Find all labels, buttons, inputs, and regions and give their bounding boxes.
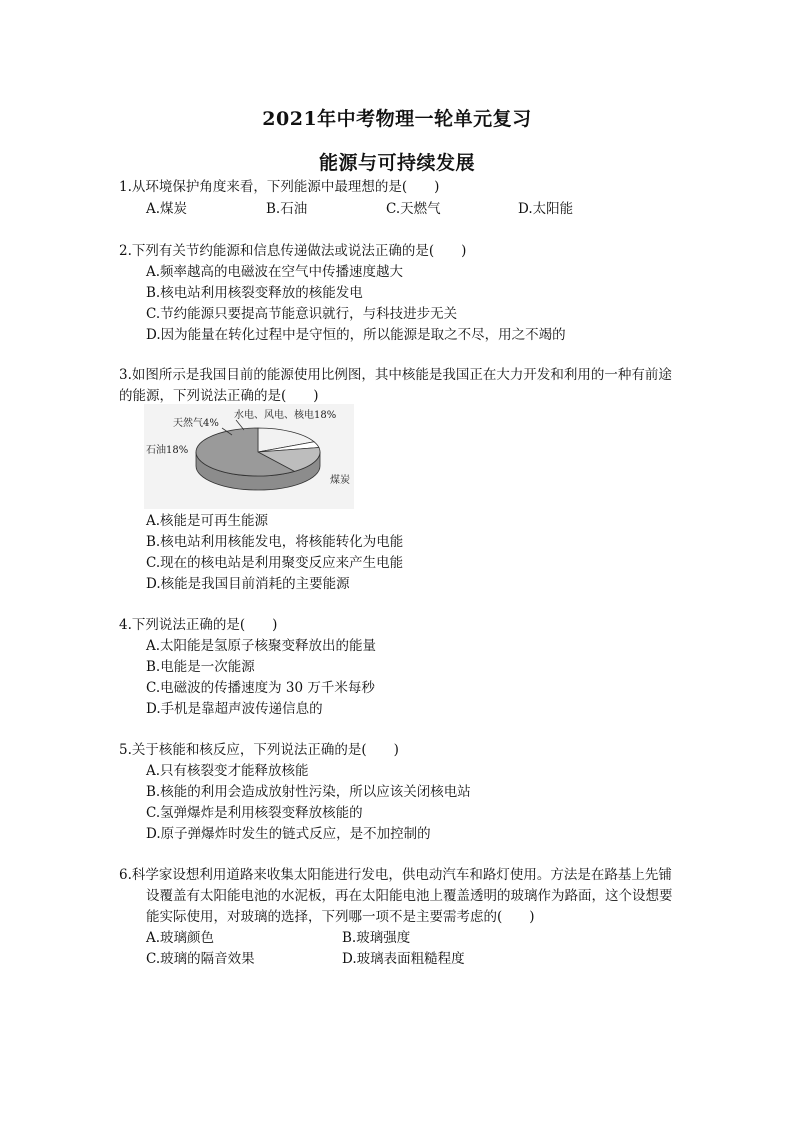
question-3-stem-line-1: 3.如图所示是我国目前的能源使用比例图，其中核能是我国正在大力开发和利用的一种有前途: [119, 367, 672, 383]
question-5-option-d: D.原子弹爆炸时发生的链式反应，是不加控制的: [146, 826, 431, 842]
question-2-stem: 2.下列有关节约能源和信息传递做法或说法正确的是( ): [119, 243, 467, 259]
question-2-option-d: D.因为能量在转化过程中是守恒的，所以能源是取之不尽，用之不竭的: [146, 327, 566, 343]
question-4-stem: 4.下列说法正确的是( ): [119, 617, 278, 633]
question-3-option-a: A.核能是可再生能源: [146, 513, 269, 529]
question-5-option-b: B.核能的利用会造成放射性污染，所以应该关闭核电站: [146, 784, 471, 800]
question-6-stem-line-3: 能实际使用，对玻璃的选择，下列哪一项不是主要需考虑的( ): [146, 909, 535, 925]
question-5-option-c: C.氢弹爆炸是利用核裂变释放核能的: [146, 805, 363, 821]
question-4-option-c: C.电磁波的传播速度为 30 万千米每秒: [146, 680, 375, 696]
question-6-option-c: C.玻璃的隔音效果: [146, 951, 255, 967]
question-1-option-a: A.煤炭: [146, 201, 188, 217]
question-3-option-c: C.现在的核电站是利用聚变反应来产生电能: [146, 555, 404, 571]
question-1-option-c: C.天燃气: [386, 201, 441, 217]
label-natural-gas: 天然气4%: [173, 418, 219, 429]
pie-slices-group: [196, 428, 320, 476]
question-4-option-a: A.太阳能是氢原子核聚变释放出的能量: [146, 638, 377, 654]
question-5-stem: 5.关于核能和核反应，下列说法正确的是( ): [119, 742, 399, 758]
question-6-option-b: B.玻璃强度: [342, 930, 411, 946]
question-6-stem-line-1: 6.科学家设想利用道路来收集太阳能进行发电，供电动汽车和路灯使用。方法是在路基上先铺: [119, 867, 672, 883]
question-4-option-d: D.手机是靠超声波传递信息的: [146, 701, 323, 717]
energy-pie-chart: [144, 404, 354, 509]
question-3-stem-line-2: 的能源，下列说法正确的是( ): [119, 388, 319, 404]
question-1-option-d: D.太阳能: [518, 201, 574, 217]
question-6-stem-line-2: 设覆盖有太阳能电池的水泥板，再在太阳能电池上覆盖透明的玻璃作为路面，这个设想要: [146, 888, 673, 904]
question-6-option-d: D.玻璃表面粗糙程度: [342, 951, 465, 967]
question-3-option-d: D.核能是我国目前消耗的主要能源: [146, 576, 350, 592]
question-5-option-a: A.只有核裂变才能释放核能: [146, 763, 309, 779]
label-oil: 石油18%: [146, 445, 189, 456]
question-2-option-c: C.节约能源只要提高节能意识就行，与科技进步无关: [146, 306, 458, 322]
question-4-option-b: B.电能是一次能源: [146, 659, 255, 675]
question-2-option-b: B.核电站利用核裂变释放的核能发电: [146, 285, 363, 301]
question-1-option-b: B.石油: [266, 201, 308, 217]
document-title: 2021年中考物理一轮单元复习: [262, 108, 532, 130]
question-3-option-b: B.核电站利用核能发电，将核能转化为电能: [146, 534, 404, 550]
label-coal: 煤炭: [330, 475, 350, 486]
question-2-option-a: A.频率越高的电磁波在空气中传播速度越大: [146, 264, 404, 280]
label-hydro-wind-nuclear: 水电、风电、核电18%: [234, 410, 337, 421]
question-1-stem: 1.从环境保护角度来看，下列能源中最理想的是( ): [119, 179, 440, 195]
question-6-option-a: A.玻璃颜色: [146, 930, 215, 946]
document-subtitle: 能源与可持续发展: [318, 152, 475, 174]
